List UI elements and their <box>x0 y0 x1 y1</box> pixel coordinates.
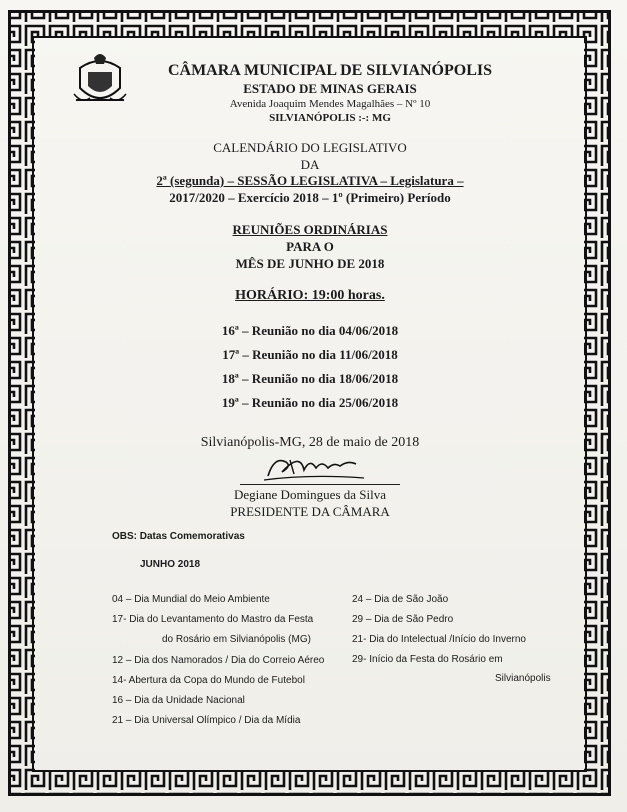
commemorative-date: 16 – Dia da Unidade Nacional <box>112 695 245 706</box>
commemorative-date: do Rosário em Silvianópolis (MG) <box>162 634 311 645</box>
meetings-heading: REUNIÕES ORDINÁRIAS <box>232 222 388 237</box>
session-text: 2ª (segunda) – SESSÃO LEGISLATIVA – Legislatura – <box>156 173 464 188</box>
commemorative-date: 12 – Dia dos Namorados / Dia do Correio Aéreo <box>112 655 325 666</box>
commemorative-date: 21- Dia do Intelectual /Início do Inverno <box>352 634 526 645</box>
observations-month: JUNHO 2018 <box>140 559 201 570</box>
meeting-time: HORÁRIO: 19:00 horas. <box>235 288 385 303</box>
commemorative-date: 29- Início da Festa do Rosário em <box>352 654 503 665</box>
commemorative-date: 14- Abertura da Copa do Mundo de Futebol <box>112 675 305 686</box>
commemorative-date: 24 – Dia de São João <box>352 594 449 605</box>
meeting-item: 19ª – Reunião no dia 25/06/2018 <box>221 395 399 410</box>
commemorative-date: Silvianópolis <box>495 673 551 684</box>
calendar-title: CALENDÁRIO DO LEGISLATIVO <box>213 140 407 155</box>
commemorative-date: 21 – Dia Universal Olímpico / Dia da Mídia <box>112 715 301 726</box>
city-line: SILVIANÓPOLIS :-: MG <box>269 112 391 124</box>
address-line: Avenida Joaquim Mendes Magalhães – Nº 10 <box>229 98 431 110</box>
observations-label: OBS: Datas Comemorativas <box>112 531 245 542</box>
institution-title: CÂMARA MUNICIPAL DE SILVIANÓPOLIS <box>167 62 493 79</box>
session-line <box>40 173 580 189</box>
meeting-item: 18ª – Reunião no dia 18/06/2018 <box>221 371 399 386</box>
meetings-month: MÊS DE JUNHO DE 2018 <box>235 256 385 271</box>
signer-name: Degiane Domingues da Silva <box>234 487 386 502</box>
place-date: Silvianópolis-MG, 28 de maio de 2018 <box>200 435 420 450</box>
signer-role: PRESIDENTE DA CÂMARA <box>230 504 390 519</box>
legislature-period: 2017/2020 – Exercício 2018 – 1º (Primeiro) Período <box>169 190 451 205</box>
meetings-para: PARA O <box>286 239 334 254</box>
state-name: ESTADO DE MINAS GERAIS <box>243 81 417 96</box>
signature-line <box>240 484 400 485</box>
handwritten-signature <box>260 450 370 484</box>
commemorative-date: 04 – Dia Mundial do Meio Ambiente <box>112 594 270 605</box>
meeting-item: 16ª – Reunião no dia 04/06/2018 <box>221 323 399 338</box>
commemorative-date: 17- Dia do Levantamento do Mastro da Festa <box>112 614 314 625</box>
commemorative-date: 29 – Dia de São Pedro <box>352 614 454 625</box>
calendar-da: DA <box>300 157 320 172</box>
document-content <box>40 44 580 764</box>
meeting-item: 17ª – Reunião no dia 11/06/2018 <box>222 347 398 362</box>
